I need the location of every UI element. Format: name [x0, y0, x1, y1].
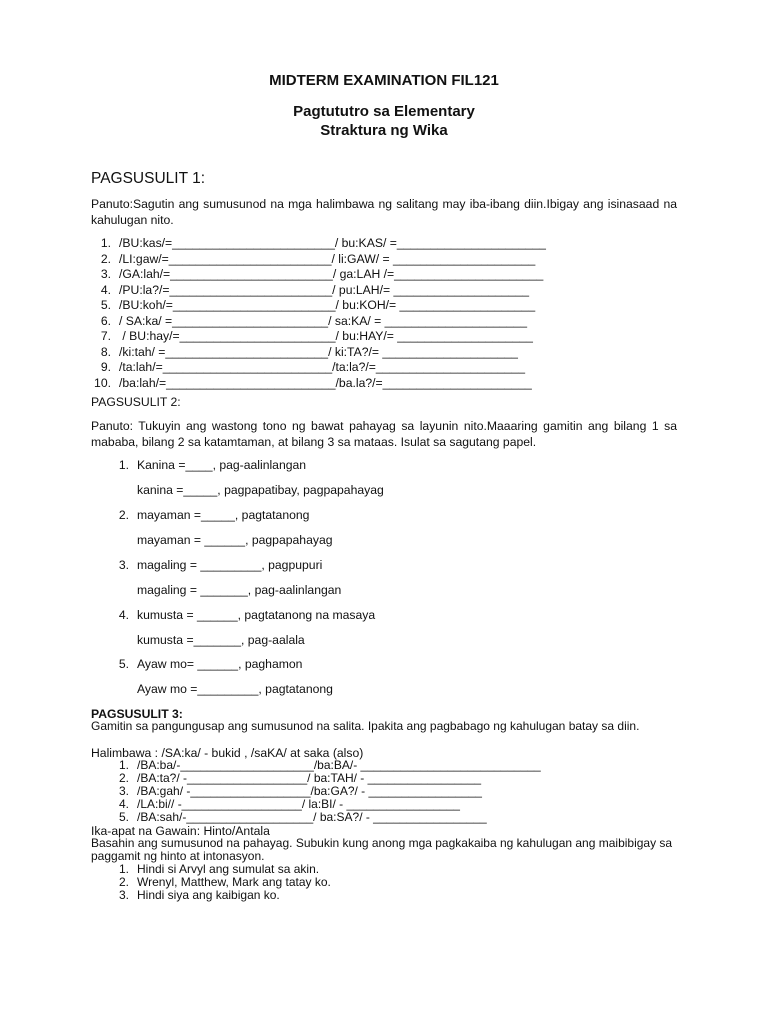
- part2-instructions: Panuto: Tukuyin ang wastong tono ng bawat pahayag sa layunin nito.Maaaring gamitin ang bilang 1 sa mababa, bilang 2 sa katamtaman, at bilang 3 sa mataas. Isulat sa sagutang papel.: [91, 419, 677, 449]
- part2-item-4-b: kumusta =_______, pag-aalala: [137, 633, 305, 647]
- part2-heading: PAGSUSULIT 2:: [91, 395, 181, 409]
- part3-instructions: Gamitin sa pangungusap ang sumusunod na salita. Ipakita ang pagbabago ng kahulugan batay sa diin.: [91, 719, 640, 733]
- part2-item-1-b: kanina =_____, pagpapatibay, pagpapahayag: [137, 483, 384, 497]
- part4-list: [111, 863, 331, 902]
- list-item: 3. Hindi siya ang kaibigan ko.: [118, 888, 280, 902]
- list-item: 4. /LA:bi// -__________________/ la:BI/ - _________________: [118, 797, 460, 811]
- list-item: 2. /LI:gaw/=________________________/ li:GAW/ = _____________________: [100, 251, 536, 266]
- list-item: 8. /ki:tah/ =________________________/ ki:TA?/= ____________________: [100, 344, 518, 359]
- part2-item-2: 2. mayaman =_____, pagtatanong: [118, 508, 310, 522]
- part4-instructions: Basahin ang sumusunod na pahayag. Subukin kung anong mga pagkakaiba ng kahulugan ang maibibigay sa paggamit ng hinto at intonasyon.: [91, 836, 673, 863]
- list-item: 4. /PU:la?/=________________________/ pu:LAH/= ____________________: [100, 282, 530, 297]
- part1-heading: PAGSUSULIT 1:: [91, 170, 205, 187]
- part2-item-3-b: magaling = _______, pag-aalinlangan: [137, 583, 342, 597]
- part2-item-1: 1. Kanina =____, pag-aalinlangan: [118, 458, 307, 472]
- part4-heading: Ika-apat na Gawain: Hinto/Antala: [91, 824, 270, 838]
- exam-subtitle-2: Straktura ng Wika: [320, 122, 448, 139]
- list-item: 3. /BA:gah/ -__________________/ba:GA?/ - _________________: [118, 784, 482, 798]
- list-item: 5. /BA:sah/-___________________/ ba:SA?/ - _________________: [118, 810, 487, 824]
- list-item: 1. /BA:ba/-____________________/ba:BA/- ___________________________: [118, 758, 541, 772]
- part2-item-5: 5. Ayaw mo= ______, paghamon: [118, 657, 303, 671]
- list-item: 2. /BA:ta?/ -__________________/ ba:TAH/ - _________________: [118, 771, 482, 785]
- part2-item-4: 4. kumusta = ______, pagtatanong na masaya: [118, 608, 376, 622]
- part2-item-5-b: Ayaw mo =_________, pagtatanong: [137, 682, 333, 696]
- list-item: 2. Wrenyl, Matthew, Mark ang tatay ko.: [118, 875, 331, 889]
- exam-subtitle-1: Pagtututro sa Elementary: [293, 103, 475, 120]
- part1-list: [93, 236, 546, 391]
- list-item: 1. Hindi si Arvyl ang sumulat sa akin.: [118, 862, 320, 876]
- list-item: 10. /ba:lah/=_________________________/ba.la?/=______________________: [94, 375, 532, 390]
- part2-item-2-b: mayaman = ______, pagpapahayag: [137, 533, 333, 547]
- list-item: 5. /BU:koh/=________________________/ bu:KOH/= ____________________: [100, 298, 536, 312]
- list-item: 7. / BU:hay/=_______________________/ bu:HAY/= ____________________: [100, 329, 533, 343]
- part2-item-3: 3. magaling = _________, pagpupuri: [118, 558, 323, 572]
- part3-example: Halimbawa : /SA:ka/ - bukid , /saKA/ at saka (also): [91, 746, 364, 760]
- list-item: 9. /ta:lah/=_________________________/ta:la?/=______________________: [100, 360, 525, 374]
- part1-instructions: Panuto:Sagutin ang sumusunod na mga halimbawa ng salitang may iba-ibang diin.Ibigay ang isinasaad na kahulugan nito.: [91, 197, 677, 227]
- exam-title: MIDTERM EXAMINATION FIL121: [269, 72, 499, 89]
- list-item: 3. /GA:lah/=________________________/ ga:LAH /=______________________: [100, 267, 544, 281]
- part3-list: [111, 759, 541, 824]
- part3-heading: PAGSUSULIT 3:: [91, 707, 183, 721]
- list-item: 1. /BU:kas/=________________________/ bu:KAS/ =______________________: [100, 236, 546, 250]
- list-item: 6. / SA:ka/ =_______________________/ sa:KA/ = _____________________: [100, 313, 527, 328]
